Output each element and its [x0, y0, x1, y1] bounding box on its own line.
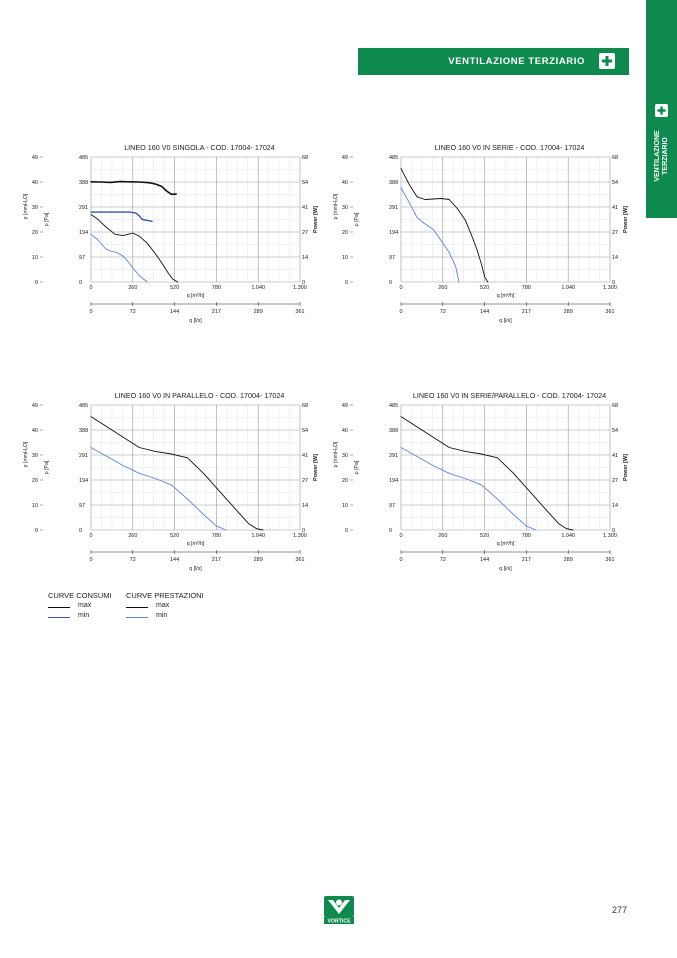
x-tick-label: 260: [128, 533, 138, 539]
x-tick-label: 260: [438, 285, 448, 291]
power-axis-label: Power [W]: [313, 454, 319, 481]
power-axis-label: Power [W]: [623, 206, 629, 233]
x-tick-label: 520: [170, 533, 180, 539]
y2-tick-label: 0: [344, 528, 348, 534]
x-tick-label: 780: [211, 533, 221, 539]
side-tab-line1: VENTILAZIONE: [654, 130, 661, 182]
y2-tick-label: 0: [34, 280, 38, 286]
y-tick-label: 485: [79, 155, 89, 161]
y-tick-label: 388: [389, 180, 399, 186]
x2-tick-label: 72: [129, 557, 136, 563]
series-line-pressure-max: [401, 169, 488, 282]
power-tick-label: 41: [612, 205, 619, 211]
y2-tick-label: 40: [341, 428, 348, 434]
page-number: 277: [612, 905, 628, 915]
legend-prestazioni-max: [126, 602, 216, 612]
section-title: VENTILAZIONE TERZIARIO: [448, 56, 585, 67]
y-tick-label: 97: [79, 503, 86, 509]
y2-tick-label: 40: [31, 180, 38, 186]
x-tick-label: 0: [89, 533, 93, 539]
y2-axis-label: p [mmH₂O]: [23, 441, 29, 468]
legend-consumi-title: CURVE CONSUMI: [48, 591, 112, 600]
series-line-power-max: [91, 182, 176, 195]
chart-in-serie-parallelo: [333, 388, 630, 578]
x2-tick-label: 361: [605, 557, 615, 563]
y-tick-label: 194: [79, 230, 89, 236]
power-tick-label: 27: [302, 230, 309, 236]
x-tick-label: 260: [438, 533, 448, 539]
power-tick-label: 0: [302, 280, 306, 286]
legend-swatch-max-consumi: [48, 607, 70, 608]
power-tick-label: 27: [302, 478, 309, 484]
x2-tick-label: 361: [605, 309, 615, 315]
x2-tick-label: 217: [211, 309, 221, 315]
logo-wordmark: VORTICE: [327, 918, 351, 925]
y2-tick-label: 20: [31, 478, 38, 484]
x-tick-label: 780: [211, 285, 221, 291]
y2-tick-label: 49: [341, 403, 348, 409]
plus-cross-icon: [655, 104, 668, 117]
power-tick-label: 0: [612, 280, 616, 286]
legend-consumi-min: [48, 612, 138, 622]
plus-cross-icon: [599, 53, 615, 69]
x2-axis-label: q [l/s]: [499, 318, 512, 324]
power-tick-label: 41: [612, 453, 619, 459]
y-tick-label: 0: [79, 280, 83, 286]
y-tick-label: 97: [389, 255, 396, 261]
chart-title: LINEO 160 V0 IN PARALLELO - COD. 17004- 17024: [114, 391, 285, 400]
side-section-tab: [646, 0, 677, 218]
y2-tick-label: 49: [341, 155, 348, 161]
x2-tick-label: 289: [563, 309, 573, 315]
power-tick-label: 27: [612, 478, 619, 484]
x2-tick-label: 289: [253, 557, 263, 563]
x2-axis-label: q [l/s]: [189, 318, 202, 324]
x2-tick-label: 289: [563, 557, 573, 563]
x-tick-label: 780: [521, 285, 531, 291]
y2-axis-label: p [mmH₂O]: [333, 441, 339, 468]
y-tick-label: 0: [79, 528, 83, 534]
legend-label: max: [78, 602, 92, 609]
x2-tick-label: 144: [480, 309, 490, 315]
x2-tick-label: 217: [211, 557, 221, 563]
y-axis-label: p [Pa]: [354, 212, 360, 227]
x2-tick-label: 361: [295, 557, 305, 563]
x2-tick-label: 217: [521, 557, 531, 563]
vortice-logo-icon: [324, 896, 354, 924]
x-tick-label: 0: [399, 533, 403, 539]
legend-swatch-min-prestazioni: [126, 617, 148, 618]
y-tick-label: 97: [79, 255, 86, 261]
y2-tick-label: 0: [344, 280, 348, 286]
power-tick-label: 0: [302, 528, 306, 534]
y-tick-label: 194: [389, 230, 399, 236]
x2-tick-label: 289: [253, 309, 263, 315]
y-tick-label: 388: [79, 428, 89, 434]
series-line-pressure-max: [91, 215, 178, 283]
y-tick-label: 194: [389, 478, 399, 484]
y-axis-label: p [Pa]: [354, 460, 360, 475]
power-tick-label: 27: [612, 230, 619, 236]
power-tick-label: 68: [302, 403, 309, 409]
legend-label: max: [156, 602, 170, 609]
y-tick-label: 291: [389, 205, 399, 211]
y2-tick-label: 49: [31, 155, 38, 161]
power-tick-label: 14: [302, 255, 309, 261]
power-tick-label: 14: [612, 255, 619, 261]
y-tick-label: 97: [389, 503, 396, 509]
y2-tick-label: 20: [341, 230, 348, 236]
power-tick-label: 0: [612, 528, 616, 534]
legend-prestazioni-title: CURVE PRESTAZIONI: [126, 591, 204, 600]
y-tick-label: 485: [389, 155, 399, 161]
y-tick-label: 0: [389, 528, 393, 534]
chart-title: LINEO 160 V0 IN SERIE - COD. 17004- 17024: [434, 143, 585, 152]
x-axis-label: q [m³/h]: [186, 293, 205, 299]
series-line-pressure-min: [401, 188, 459, 282]
x-tick-label: 1.040: [251, 533, 266, 539]
y-axis-label: p [Pa]: [44, 460, 50, 475]
power-axis-label: Power [W]: [313, 206, 319, 233]
y-tick-label: 485: [79, 403, 89, 409]
chart-singola: [23, 140, 320, 330]
x-tick-label: 1.040: [561, 533, 576, 539]
power-tick-label: 41: [302, 205, 309, 211]
y-tick-label: 388: [389, 428, 399, 434]
x-tick-label: 780: [521, 533, 531, 539]
x2-tick-label: 144: [170, 557, 180, 563]
chart-in-serie: [333, 140, 630, 330]
y2-tick-label: 49: [31, 403, 38, 409]
legend-prestazioni: [126, 591, 216, 622]
legend-consumi-max: [48, 602, 138, 612]
y-tick-label: 485: [389, 403, 399, 409]
chart-in-parallelo: [23, 388, 320, 578]
x-tick-label: 1.040: [561, 285, 576, 291]
y2-tick-label: 30: [31, 205, 38, 211]
y2-tick-label: 10: [341, 503, 348, 509]
x2-tick-label: 72: [439, 309, 446, 315]
x-tick-label: 1.300: [293, 285, 307, 291]
x2-tick-label: 217: [521, 309, 531, 315]
power-tick-label: 54: [612, 180, 619, 186]
x2-tick-label: 72: [439, 557, 446, 563]
y2-axis-label: p [mmH₂O]: [333, 193, 339, 220]
x-tick-label: 0: [89, 285, 93, 291]
power-tick-label: 54: [612, 428, 619, 434]
power-tick-label: 68: [612, 403, 619, 409]
y2-tick-label: 40: [31, 428, 38, 434]
x-axis-label: q [m³/h]: [186, 541, 205, 547]
power-tick-label: 68: [612, 155, 619, 161]
x2-axis-label: q [l/s]: [499, 566, 512, 572]
x-tick-label: 520: [480, 533, 490, 539]
y-tick-label: 194: [79, 478, 89, 484]
y2-tick-label: 0: [34, 528, 38, 534]
x2-tick-label: 144: [480, 557, 490, 563]
x-tick-label: 1.300: [603, 533, 617, 539]
y2-tick-label: 10: [31, 255, 38, 261]
x2-tick-label: 0: [399, 309, 403, 315]
power-axis-label: Power [W]: [623, 454, 629, 481]
legend-consumi: [48, 591, 138, 622]
power-tick-label: 41: [302, 453, 309, 459]
x2-tick-label: 361: [295, 309, 305, 315]
x-tick-label: 520: [170, 285, 180, 291]
chart-title: LINEO 160 V0 SINGOLA - COD. 17004- 17024: [124, 143, 275, 152]
x2-axis-label: q [l/s]: [189, 566, 202, 572]
legend-label: min: [156, 612, 168, 619]
legend-swatch-min-consumi: [48, 617, 70, 618]
y2-tick-label: 30: [31, 453, 38, 459]
power-tick-label: 68: [302, 155, 309, 161]
y2-tick-label: 30: [341, 453, 348, 459]
x-tick-label: 1.300: [603, 285, 617, 291]
x-axis-label: q [m³/h]: [496, 541, 515, 547]
y-tick-label: 291: [79, 205, 89, 211]
series-line-pressure-min: [91, 234, 147, 282]
power-tick-label: 54: [302, 428, 309, 434]
y-tick-label: 291: [79, 453, 89, 459]
y-tick-label: 291: [389, 453, 399, 459]
legend-label: min: [78, 612, 90, 619]
y2-tick-label: 40: [341, 180, 348, 186]
power-tick-label: 14: [302, 503, 309, 509]
x2-tick-label: 0: [89, 309, 93, 315]
side-tab-label: [654, 130, 670, 181]
legend-swatch-max-prestazioni: [126, 607, 148, 608]
power-tick-label: 14: [612, 503, 619, 509]
x-tick-label: 260: [128, 285, 138, 291]
y2-tick-label: 30: [341, 205, 348, 211]
x2-tick-label: 0: [89, 557, 93, 563]
power-tick-label: 54: [302, 180, 309, 186]
y-tick-label: 388: [79, 180, 89, 186]
y-axis-label: p [Pa]: [44, 212, 50, 227]
series-line-power-min: [91, 212, 152, 221]
y2-axis-label: p [mmH₂O]: [23, 193, 29, 220]
x2-tick-label: 72: [129, 309, 136, 315]
x-tick-label: 0: [399, 285, 403, 291]
y2-tick-label: 10: [341, 255, 348, 261]
x2-tick-label: 0: [399, 557, 403, 563]
side-tab-line2: TERZIARIO: [662, 137, 669, 175]
chart-title: LINEO 160 V0 IN SERIE/PARALLELO - COD. 17004- 17024: [412, 391, 607, 400]
x-tick-label: 520: [480, 285, 490, 291]
y2-tick-label: 20: [341, 478, 348, 484]
section-header-banner: [358, 48, 629, 75]
y2-tick-label: 10: [31, 503, 38, 509]
y2-tick-label: 20: [31, 230, 38, 236]
x2-tick-label: 144: [170, 309, 180, 315]
legend-prestazioni-min: [126, 612, 216, 622]
y-tick-label: 0: [389, 280, 393, 286]
x-tick-label: 1.300: [293, 533, 307, 539]
x-tick-label: 1.040: [251, 285, 266, 291]
x-axis-label: q [m³/h]: [496, 293, 515, 299]
